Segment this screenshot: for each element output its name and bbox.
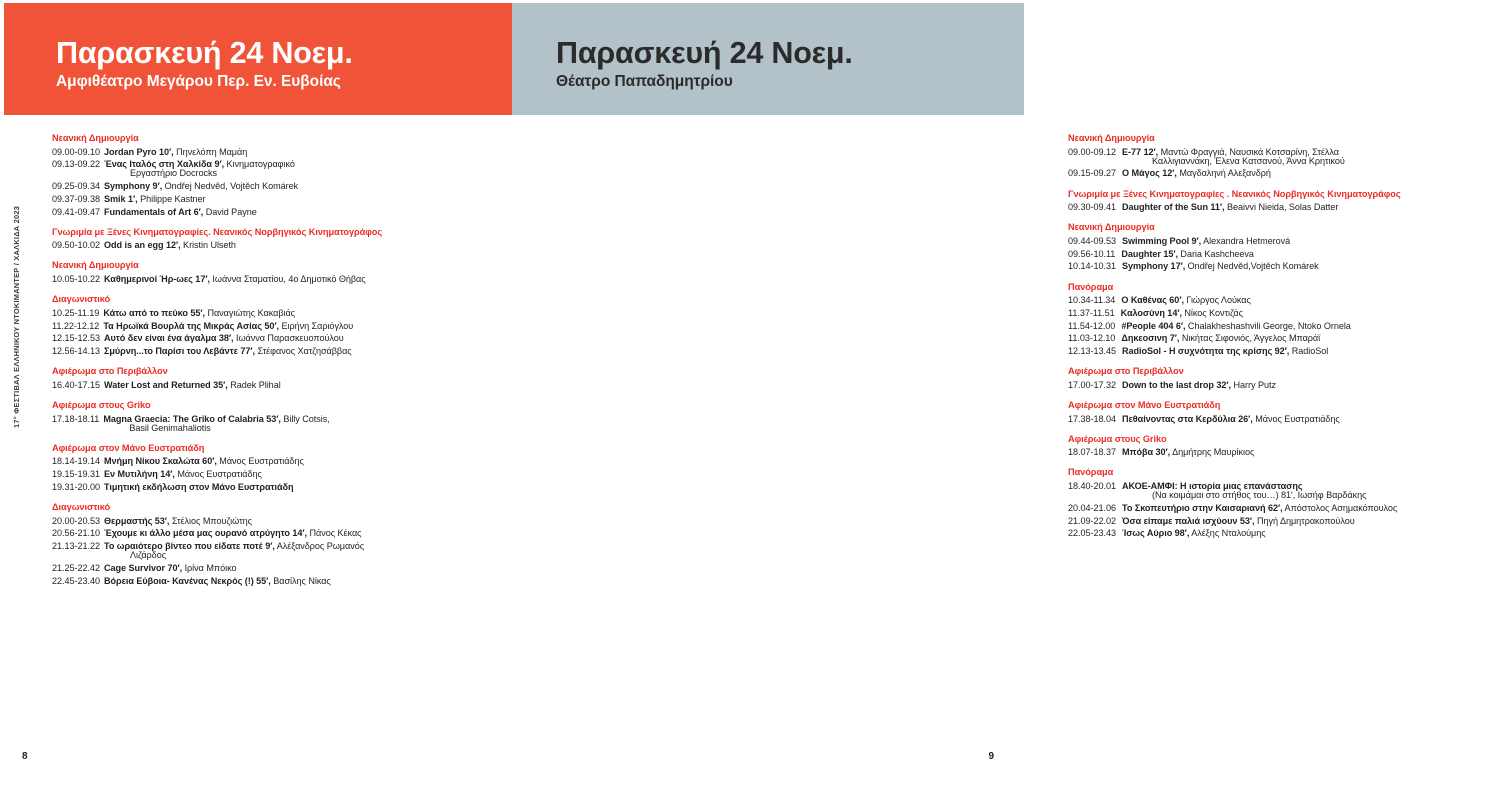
entry-time: 11.22-12.12 (52, 320, 100, 331)
entry-time: 09.15-09.27 (1068, 168, 1116, 179)
entry-film-title: Daughter of the Sun 11′, (1122, 202, 1225, 213)
entry-text (1122, 504, 1510, 513)
entry-time: 21.09-22.02 (1068, 515, 1116, 526)
schedule-entry (1068, 322, 1510, 331)
entry-film-title: Daughter 15′, (1121, 248, 1178, 259)
section-title: Νεανική Δημιουργία (1068, 222, 1155, 233)
section-title: Πανόραμα (1068, 467, 1114, 478)
schedule-entry (1068, 203, 1510, 212)
entry-credits: Στέφανος Χατζησάββας (255, 346, 352, 356)
entry-time: 18.14-19.14 (52, 456, 100, 467)
schedule-section (52, 134, 494, 217)
entry-film-title: E-77 12′, (1122, 146, 1159, 157)
entry-film-title: Δηκεοσινη 7′, (1121, 333, 1180, 344)
entry-film-title: Odd is an egg 12′, (104, 240, 181, 251)
schedule-section (1068, 401, 1510, 424)
entry-text (1122, 262, 1510, 271)
entry-film-title: Fundamentals of Art 6′, (104, 206, 204, 217)
entry-film-title: Μνήμη Νίκου Σκαλώτα 60′, (104, 456, 217, 467)
entry-credits: Πηγή Δημητρακοπούλου (1254, 515, 1355, 526)
entry-film-title: Swimming Pool 9′, (1122, 236, 1202, 247)
entry-credits: Νικήτας Σιφονιός, Άγγελος Μπαράϊ (1179, 333, 1321, 344)
schedule-section (52, 261, 494, 284)
schedule-entry (1068, 296, 1510, 305)
entry-time: 17.00-17.32 (1068, 379, 1116, 390)
entry-film-title: Water Lost and Returned 35′, (104, 379, 228, 390)
entry-credits: Radek Plihal (227, 379, 281, 390)
schedule-entry (1068, 415, 1510, 424)
section-title: Αφιέρωμα στον Μάνο Ευστρατιάδη (1068, 399, 1221, 410)
schedule-entry (52, 208, 494, 217)
schedule-entry (1068, 309, 1510, 318)
entry-credits: Ondřej Nedvěd,Vojtěch Komárek (1185, 261, 1319, 272)
entry-credits: Αλέξανδρος Ρωμανός (274, 541, 365, 552)
entry-credits: Billy Cotsis, (280, 413, 330, 424)
entry-credits: Ondřej Nedvěd, Vojtěch Komárek (162, 181, 299, 192)
entry-film-title: Jordan Pyro 10′, (104, 146, 174, 157)
entry-text (104, 347, 494, 356)
section-title: Αφιέρωμα στους Griko (1068, 433, 1167, 444)
entry-text (104, 542, 494, 560)
schedule-section (1068, 435, 1510, 458)
entry-text (1121, 322, 1510, 331)
entry-time: 18.07-18.37 (1068, 447, 1116, 458)
section-title: Διαγωνιστικό (52, 501, 111, 512)
entry-film-title: Ο Καθένας 60′, (1121, 295, 1184, 306)
entry-time: 10.25-11.19 (52, 307, 100, 318)
entry-film-title: Ο Μάγος 12′, (1122, 168, 1177, 179)
schedule-entry (1068, 381, 1510, 390)
schedule-entry (1068, 334, 1510, 343)
entry-credits: Στέλιος Μπουζιώτης (169, 515, 252, 526)
schedule-entry (52, 381, 494, 390)
entry-time: 09.25-09.34 (52, 181, 100, 192)
entry-text (104, 160, 494, 178)
entry-film-title: Smik 1′, (104, 193, 138, 204)
entry-time: 12.15-12.53 (52, 333, 100, 344)
entry-text (1122, 381, 1510, 390)
entry-time: 17.18-18.11 (52, 413, 100, 424)
entry-credits: Harry Putz (1231, 379, 1276, 390)
schedule-entry (1068, 262, 1510, 271)
entry-text (104, 241, 494, 250)
schedule-entry (1068, 148, 1510, 166)
entry-film-title: #People 404 6′, (1121, 320, 1186, 331)
entry-film-title: Σμύρνη...το Παρίσι του Λεβάντε 77′, (104, 346, 255, 356)
entry-credits: Πηνελόπη Μαμάη (173, 146, 248, 157)
entry-film-title: RadioSol - Η συχνότητα της κρίσης 92′, (1122, 346, 1290, 356)
entry-time: 09.00-09.10 (52, 146, 100, 157)
schedule-entry (52, 415, 494, 433)
entry-time: 09.00-09.12 (1068, 146, 1116, 157)
section-title: Νεανική Δημιουργία (1068, 133, 1155, 143)
entry-film-title: Καθημερινοί Ήρ-ωες 17′, (104, 274, 210, 285)
entry-time: 09.30-09.41 (1068, 202, 1116, 213)
page-number: 8 (22, 751, 28, 762)
entry-credits: RadioSol (1289, 346, 1329, 356)
entry-film-title: Πεθαίνοντας στα Κερδύλια 26′, (1122, 413, 1253, 424)
entry-time: 09.56-10.11 (1068, 248, 1116, 259)
entry-credits: Νίκος Κοντιζάς (1181, 307, 1243, 318)
entry-text (1122, 148, 1510, 166)
section-title: Νεανική Δημιουργία (52, 260, 139, 271)
entry-text (104, 517, 494, 526)
entry-credits: Philippe Kastner (137, 193, 206, 204)
entry-film-title: Αυτό δεν είναι ένα άγαλμα 38′, (104, 333, 234, 344)
entry-credits: Απόστολος Ασημακόπουλος (1282, 502, 1398, 513)
venue-subtitle: Αμφιθέατρο Μεγάρου Περ. Εν. Ευβοίας (56, 73, 341, 91)
schedule-entry (52, 241, 494, 250)
entry-time: 10.34-11.34 (1068, 295, 1116, 306)
entry-credits: Δημήτρης Μαυρίκιος (1170, 447, 1255, 458)
page-title: Παρασκευή 24 Νοεμ. (56, 36, 353, 70)
schedule-entry (52, 517, 494, 526)
entry-text (1121, 334, 1510, 343)
entry-text (104, 195, 494, 204)
schedule-entry (1068, 529, 1510, 538)
entry-continuation: Καλλιγιαννάκη, Έλενα Κατσανού, Άννα Κρητικού (1152, 155, 1345, 166)
entry-text (1122, 169, 1510, 178)
schedule-section (1068, 283, 1510, 357)
entry-credits: Βασίλης Νίκας (270, 575, 331, 586)
entry-film-title: Βόρεια Εύβοια- Κανένας Νεκρός (!) 55′, (104, 575, 271, 586)
left-page (0, 0, 512, 788)
entry-time: 09.37-09.38 (52, 193, 100, 204)
schedule-entry (1068, 448, 1510, 457)
schedule-section (52, 401, 494, 433)
entry-film-title: Μπόβα 30′, (1122, 447, 1171, 458)
right-page (512, 0, 1401, 788)
entry-credits: Ιρίνα Μπόικο (182, 562, 237, 573)
entry-credits: Kristin Ulseth (180, 240, 236, 251)
schedule-entry (1068, 482, 1510, 500)
schedule-entry (52, 457, 494, 466)
schedule-entry (52, 275, 494, 284)
left-schedule-list (52, 134, 494, 586)
entry-text (1121, 309, 1510, 318)
schedule-section (52, 444, 494, 492)
entry-film-title: Εν Μυτιλήνη 14′, (104, 469, 175, 480)
entry-time: 18.40-20.01 (1068, 481, 1116, 492)
schedule-entry (52, 542, 494, 560)
entry-text (104, 148, 494, 157)
schedule-section (1068, 190, 1510, 213)
entry-film-title: Symphony 17′, (1122, 261, 1186, 272)
entry-text (104, 577, 494, 586)
entry-time: 20.04-21.06 (1068, 502, 1116, 513)
entry-time: 09.50-10.02 (52, 240, 100, 251)
entry-text (1122, 415, 1510, 424)
entry-credits: Παναγιώτης Κακαβιάς (204, 307, 296, 318)
entry-time: 22.05-23.43 (1068, 528, 1116, 539)
entry-credits: Μάνος Ευστρατιάδης (174, 469, 262, 480)
schedule-entry (52, 182, 494, 191)
entry-film-title: Όσα είπαμε παλιά ισχύουν 53′, (1122, 515, 1255, 526)
entry-text (104, 275, 494, 284)
entry-film-title: Ίσως Αύριο 98′, (1122, 528, 1190, 539)
entry-credits: Ειρήνη Σαριόγλου (278, 320, 354, 331)
schedule-section (52, 295, 494, 356)
entry-time: 19.31-20.00 (52, 481, 100, 492)
section-title: Πανόραμα (1068, 281, 1114, 292)
entry-credits: Μάνος Ευστρατιάδης (1252, 413, 1340, 424)
entry-continuation: Λιζάρδος (130, 550, 167, 561)
entry-credits: Μάνος Ευστρατιάδης (216, 456, 304, 467)
entry-time: 12.56-14.13 (52, 346, 100, 356)
schedule-section (52, 228, 494, 251)
entry-film-title: Το Σκοπευτήριο στην Καισαριανή 62′, (1122, 502, 1283, 513)
section-title: Νεανική Δημιουργία (52, 133, 139, 143)
schedule-entry (1068, 504, 1510, 513)
entry-text (104, 564, 494, 573)
schedule-entry (52, 309, 494, 318)
entry-time: 11.37-11.51 (1068, 307, 1115, 318)
schedule-section (52, 503, 494, 586)
entry-time: 09.13-09.22 (52, 159, 100, 170)
entry-film-title: Magna Graecia: The Griko of Calabria 53′, (103, 413, 281, 424)
entry-text (1122, 237, 1510, 246)
entry-credits: Alexandra Hetmerová (1201, 236, 1291, 247)
entry-credits: Beaivvi Nieida, Solas Datter (1224, 202, 1339, 213)
right-page-header (512, 3, 1024, 115)
schedule-section (52, 367, 494, 390)
entry-film-title: Κάτω από το πεύκο 55′, (103, 307, 205, 318)
schedule-entry (52, 483, 494, 492)
entry-credits: David Payne (203, 206, 257, 217)
entry-text (104, 208, 494, 217)
schedule-entry (52, 564, 494, 573)
entry-time: 10.14-10.31 (1068, 261, 1116, 272)
section-title: Γνωριμία με Ξένες Κινηματογραφίες . Νεανικός Νορβηγικός Κινηματογράφος (1068, 188, 1401, 199)
page-title: Παρασκευή 24 Νοεμ. (556, 36, 853, 70)
entry-text (104, 470, 494, 479)
section-title: Αφιέρωμα στον Μάνο Ευστρατιάδη (52, 442, 205, 453)
venue-subtitle: Θέατρο Παπαδημητρίου (556, 73, 733, 91)
entry-time: 22.45-23.40 (52, 575, 100, 586)
entry-time: 21.25-22.42 (52, 562, 100, 573)
entry-text (104, 483, 494, 492)
schedule-entry (1068, 250, 1510, 259)
schedule-entry (1068, 169, 1510, 178)
schedule-section (1068, 468, 1510, 538)
entry-text (103, 309, 494, 318)
entry-time: 09.44-09.53 (1068, 236, 1116, 247)
entry-film-title: Symphony 9′, (104, 181, 163, 192)
entry-film-title: Cage Survivor 70′, (104, 562, 183, 573)
entry-time: 10.05-10.22 (52, 274, 100, 285)
entry-time: 21.13-21.22 (52, 541, 100, 552)
entry-text (1122, 203, 1510, 212)
entry-credits: Αλέξης Νταλούμης (1189, 528, 1266, 539)
section-title: Αφιέρωμα στο Περιβάλλον (1068, 366, 1184, 377)
entry-credits: Κινηματογραφικό (224, 159, 295, 170)
schedule-section (1068, 223, 1510, 271)
page-number: 9 (988, 751, 994, 762)
entry-text (104, 381, 494, 390)
entry-text (104, 529, 494, 538)
entry-credits: Daria Kashcheeva (1177, 248, 1254, 259)
entry-text (104, 457, 494, 466)
entry-film-title: Down to the last drop 32′, (1122, 379, 1232, 390)
entry-time: 20.56-21.10 (52, 528, 100, 539)
schedule-entry (1068, 237, 1510, 246)
schedule-entry (52, 322, 494, 331)
schedule-entry (52, 470, 494, 479)
schedule-entry (52, 347, 494, 356)
schedule-section (1068, 367, 1510, 390)
schedule-entry (52, 577, 494, 586)
entry-time: 20.00-20.53 (52, 515, 100, 526)
entry-credits: Μαντώ Φραγγιά, Ναυσικά Κοτσαρίνη, Στέλλα (1158, 146, 1339, 157)
entry-time: 09.41-09.47 (52, 206, 100, 217)
entry-time: 12.13-13.45 (1068, 346, 1116, 356)
entry-continuation: Εργαστήριο Docrocks (130, 168, 218, 179)
section-title: Αφιέρωμα στο Περιβάλλον (52, 366, 168, 377)
entry-time: 17.38-18.04 (1068, 413, 1116, 424)
entry-text (104, 182, 494, 191)
entry-text (103, 415, 494, 433)
entry-continuation: (Να κοιμάμαι στο στήθος του…) 81′, Ιωσήφ Βαρδάκης (1152, 490, 1367, 501)
entry-film-title: Τιμητική εκδήλωση στον Μάνο Ευστρατιάδη (104, 481, 294, 492)
entry-text (1122, 529, 1510, 538)
entry-time: 16.40-17.15 (52, 379, 100, 390)
schedule-entry (1068, 347, 1510, 356)
entry-credits: Γιώργος Λούκας (1183, 295, 1251, 306)
entry-text (1122, 448, 1510, 457)
entry-credits: Ιωάννα Σταματίου, 4ο Δημοτικό Θήβας (209, 274, 366, 285)
entry-continuation: Basil Genimahaliotis (129, 422, 211, 433)
entry-credits: Πάνος Κέκας (307, 528, 362, 539)
schedule-entry (52, 529, 494, 538)
schedule-entry (52, 334, 494, 343)
entry-time: 19.15-19.31 (52, 469, 100, 480)
entry-credits: Chalakheshashvili George, Ntoko Ornela (1185, 320, 1351, 331)
entry-film-title: Τα Ηρωϊκά Βουρλά της Μικράς Ασίας 50′, (103, 320, 279, 331)
festival-spine-label: 17° ΦΕΣΤΙΒΑΛ ΕΛΛΗΝΙΚΟΥ ΝΤΟΚΙΜΑΝΤΕΡ / ΧΑΛΚΙΔΑ 2023 (12, 205, 21, 428)
schedule-entry (1068, 517, 1510, 526)
entry-film-title: Θερμαστής 53′, (104, 515, 170, 526)
entry-text (1122, 347, 1510, 356)
entry-text (1121, 250, 1510, 259)
section-title: Γνωριμία με Ξένες Κινηματογραφίες. Νεανικός Νορβηγικός Κινηματογράφος (52, 226, 383, 237)
entry-text (1121, 296, 1510, 305)
schedule-entry (52, 148, 494, 157)
entry-film-title: Ένας Ιταλός στη Χαλκίδα 9′, (104, 159, 225, 170)
entry-credits: Μαγδαληνή Αλεξανδρή (1176, 168, 1271, 179)
entry-film-title: Καλοσύνη 14′, (1120, 307, 1182, 318)
left-page-header (4, 3, 512, 115)
section-title: Διαγωνιστικό (52, 294, 111, 305)
right-schedule-list (1068, 134, 1510, 538)
entry-text (103, 322, 494, 331)
entry-film-title: ΑΚΟΕ-ΑΜΦΙ: Η ιστορία μιας επανάστασης (1122, 481, 1303, 492)
entry-time: 11.03-12.10 (1068, 333, 1116, 344)
schedule-entry (52, 160, 494, 178)
entry-text (1122, 482, 1510, 500)
section-title: Αφιέρωμα στους Griko (52, 399, 151, 410)
schedule-section (1068, 134, 1510, 179)
schedule-entry (52, 195, 494, 204)
entry-credits: Ιωάννα Παρασκευοπούλου (233, 333, 344, 344)
entry-time: 11.54-12.00 (1068, 320, 1116, 331)
entry-text (1122, 517, 1510, 526)
entry-text (104, 334, 494, 343)
entry-film-title: Το ωραιότερο βίντεο που είδατε ποτέ 9′, (104, 541, 275, 552)
entry-film-title: Έχουμε κι άλλο μέσα μας ουρανό ατρύγητο 14′, (104, 528, 308, 539)
